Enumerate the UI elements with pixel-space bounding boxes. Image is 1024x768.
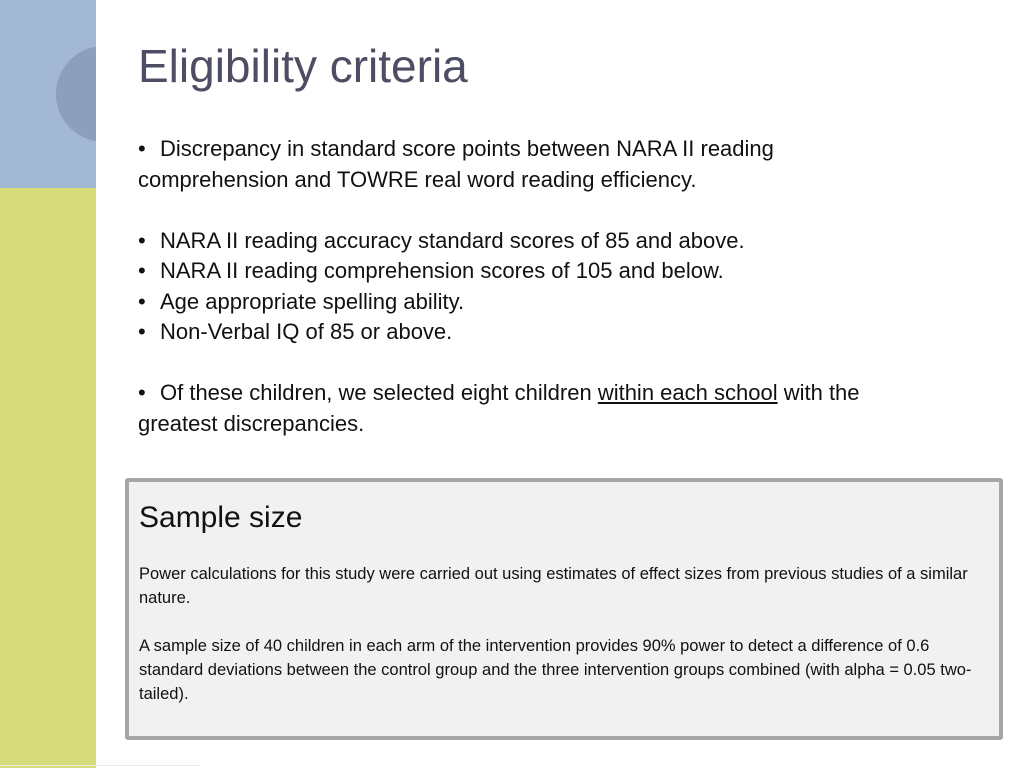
criteria-item-reading-accuracy xyxy=(138,226,898,257)
spacer xyxy=(138,195,898,226)
criteria-item-reading-comprehension xyxy=(138,256,898,287)
criteria-item-discrepancy xyxy=(138,134,898,195)
bottom-divider xyxy=(0,765,200,766)
sample-size-paragraph: A sample size of 40 children in each arm of the intervention provides 90% power to detect a difference of 0.6 standard deviations between the control group and the three intervention groups combined (with alpha = 0.05 two-tailed). xyxy=(139,637,972,703)
slide-title: Eligibility criteria xyxy=(138,40,468,92)
bullet-marker: • xyxy=(138,227,146,253)
bullet-marker: • xyxy=(138,288,146,314)
sidebar-green-band xyxy=(0,188,96,768)
criteria-item-selection xyxy=(138,378,898,439)
bullet-marker: • xyxy=(138,319,146,344)
spacer xyxy=(139,610,997,634)
criteria-item-text: NARA II reading accuracy standard scores of 85 and above. xyxy=(160,227,745,253)
criteria-item-text: Non-Verbal IQ of 85 or above. xyxy=(160,319,453,344)
criteria-item-text: Of these children, we selected eight children xyxy=(160,380,598,405)
criteria-item-spelling xyxy=(138,287,898,318)
criteria-item-text: Discrepancy in standard score points between NARA II reading comprehension and TOWRE real word reading efficiency. xyxy=(138,136,774,192)
criteria-item-text: with the greatest discrepancies. xyxy=(138,380,860,436)
bullet-marker: • xyxy=(138,380,146,405)
criteria-item-nonverbal-iq xyxy=(138,317,898,348)
sample-size-box xyxy=(125,478,1003,740)
criteria-item-text: NARA II reading comprehension scores of 105 and below. xyxy=(160,258,724,283)
criteria-list xyxy=(138,134,898,439)
bullet-marker: • xyxy=(138,258,146,283)
underlined-phrase: within each school xyxy=(597,380,778,405)
sample-size-body xyxy=(139,562,997,706)
criteria-item-text: Age appropriate spelling ability. xyxy=(160,288,465,314)
spacer xyxy=(138,348,898,379)
bullet-marker: • xyxy=(138,136,146,161)
sample-size-paragraph: Power calculations for this study were carried out using estimates of effect sizes from previous studies of a similar nature. xyxy=(139,565,968,607)
sample-size-title: Sample size xyxy=(139,501,303,534)
